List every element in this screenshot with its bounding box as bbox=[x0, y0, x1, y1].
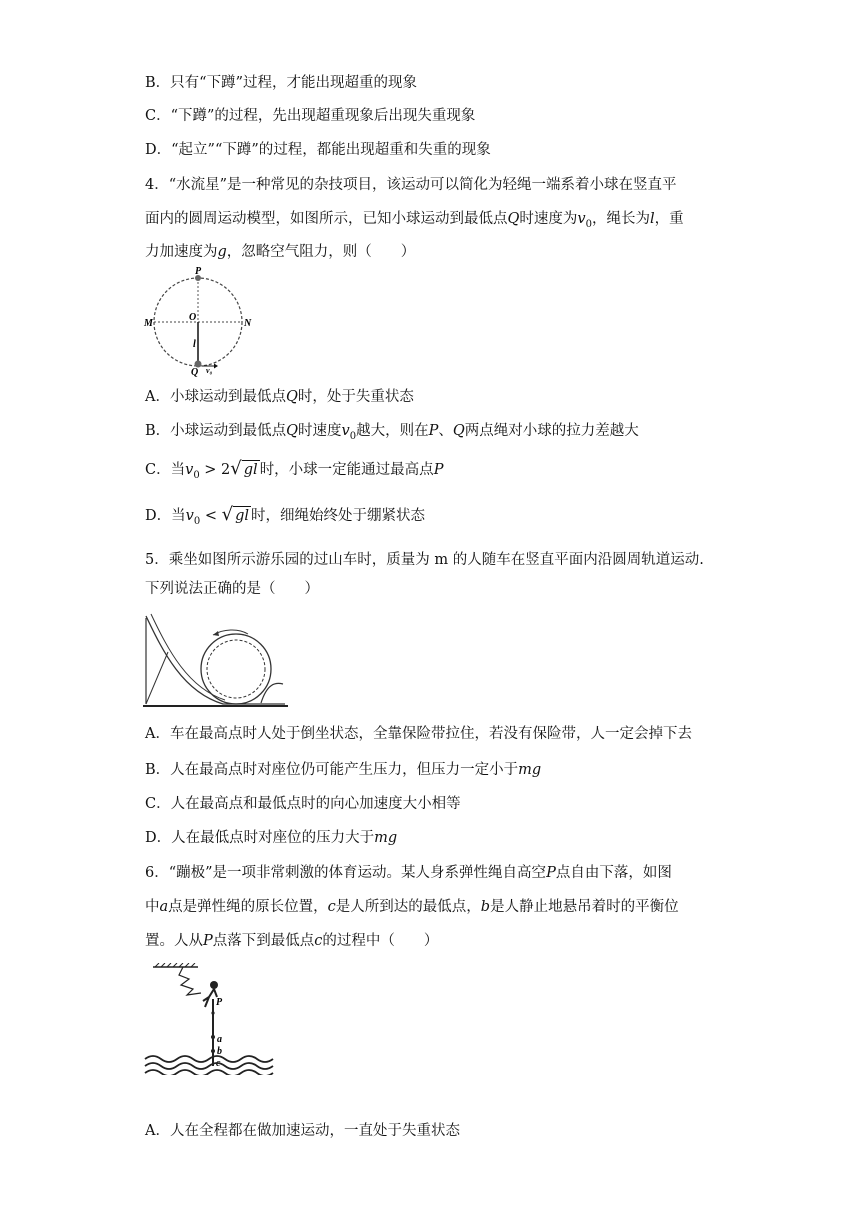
label-Q: Q bbox=[191, 367, 199, 378]
q5-option-b: B．人在最高点时对座位仍可能产生压力，但压力一定小于mg bbox=[145, 762, 542, 778]
label-c: c bbox=[216, 1058, 221, 1069]
q4-option-d: D．当$v_0$ < √ gl 时，细绳始终处于绷紧状态 bbox=[145, 504, 425, 527]
bungee-cord-slack bbox=[179, 967, 201, 995]
label-M: M bbox=[144, 318, 153, 329]
label-P: P bbox=[195, 267, 202, 277]
water-wave-3 bbox=[145, 1070, 273, 1075]
q5-stem-line2: 下列说法正确的是（ ） bbox=[145, 581, 319, 597]
q4-option-c: C．当$v_0 > 2√$ gl 时，小球一定能通过最高点P bbox=[145, 458, 444, 481]
q3-option-b: B．只有“下蹲”过程，才能出现超重的现象 bbox=[145, 75, 417, 91]
q6-stem-line3: 置。人从P点落下到最低点c的过程中（ ） bbox=[145, 933, 439, 949]
water-wave-2 bbox=[145, 1063, 273, 1069]
q6-stem-line1: 6．“蹦极”是一项非常刺激的体育运动。某人身系弹性绳自高空P点自由下落，如图 bbox=[145, 865, 672, 881]
loop-outer bbox=[201, 634, 271, 704]
q5-option-c: C．人在最高点和最低点时的向心加速度大小相等 bbox=[145, 796, 461, 812]
label-P: P bbox=[216, 997, 223, 1008]
q4-stem-line3: 力加速度为g，忽略空气阻力，则（ ） bbox=[145, 244, 416, 260]
point-a bbox=[211, 1035, 215, 1039]
q4-option-a: A．小球运动到最低点Q时，处于失重状态 bbox=[145, 389, 414, 405]
q5-option-d: D．人在最低点时对座位的压力大于mg bbox=[145, 830, 398, 846]
label-v0: v₀ bbox=[206, 366, 213, 375]
label-O: O bbox=[189, 312, 197, 323]
q3-option-c: C．“下蹲”的过程，先出现超重现象后出现失重现象 bbox=[145, 108, 476, 124]
q4-option-b: B．小球运动到最低点Q时速度$v_0$越大，则在P、Q两点绳对小球的拉力差越大 bbox=[145, 423, 639, 442]
q4-stem-line2: 面内的圆周运动模型，如图所示，已知小球运动到最低点Q时速度为$v_0$，绳长为l，重 bbox=[145, 211, 684, 230]
loop-dashed bbox=[207, 640, 265, 698]
support-brace bbox=[146, 652, 168, 704]
direction-arrowhead bbox=[213, 631, 219, 636]
q5-option-a: A．车在最高点时人处于倒坐状态，全靠保险带拉住，若没有保险带，人一定会掉下去 bbox=[145, 726, 692, 742]
label-N: N bbox=[244, 318, 252, 329]
point-b bbox=[211, 1049, 215, 1053]
velocity-arrowhead bbox=[214, 364, 218, 369]
q5-stem-line1: 5．乘坐如图所示游乐园的过山车时，质量为 m 的人随车在竖直平面内沿圆周轨道运动. bbox=[145, 552, 704, 568]
label-a: a bbox=[217, 1034, 222, 1045]
point-P bbox=[211, 1011, 214, 1014]
q6-stem-line2: 中a点是弹性绳的原长位置，c是人所到达的最低点，b是人静止地悬吊着时的平衡位 bbox=[145, 899, 679, 915]
label-b: b bbox=[217, 1046, 222, 1057]
jumper-head bbox=[210, 981, 218, 989]
q3-option-d: D．“起立”“下蹲”的过程，都能出现超重和失重的现象 bbox=[145, 142, 491, 158]
q4-circle-figure bbox=[142, 267, 257, 379]
water-wave-1 bbox=[145, 1056, 273, 1062]
jumper-body bbox=[203, 989, 217, 1007]
q5-roller-coaster-figure bbox=[143, 612, 288, 710]
q6-bungee-figure bbox=[143, 963, 283, 1075]
exit-track bbox=[261, 683, 283, 703]
q4-stem-line1: 4．“水流星”是一种常见的杂技项目，该运动可以简化为轻绳一端系着小球在竖直平 bbox=[145, 177, 677, 193]
label-l: l bbox=[193, 339, 196, 350]
q6-option-a: A．人在全程都在做加速运动，一直处于失重状态 bbox=[145, 1123, 460, 1139]
